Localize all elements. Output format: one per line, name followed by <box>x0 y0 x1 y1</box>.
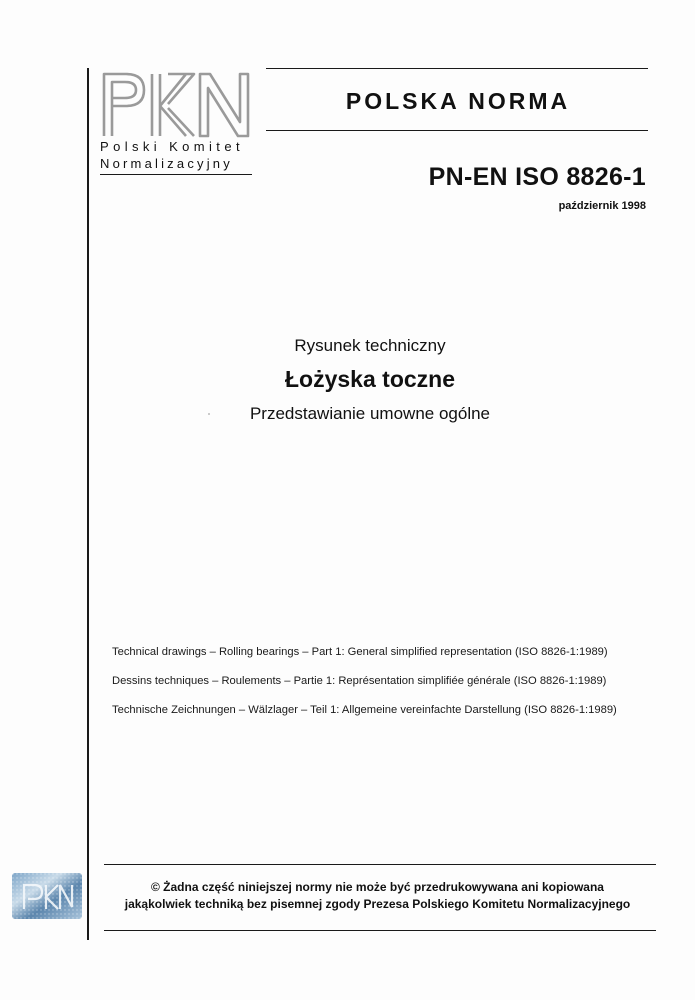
german-title: Technische Zeichnungen – Wälzlager – Teil 1: Allgemeine vereinfachte Darstellung (ISO 8826-1:1989) <box>112 704 617 716</box>
french-title: Dessins techniques – Roulements – Partie 1: Représentation simplifiée générale (ISO 8826-1:1989) <box>112 675 607 687</box>
footer-bottom-rule <box>104 930 656 931</box>
footer-top-rule <box>104 864 656 865</box>
document-subtitle: Przedstawianie umowne ogólne <box>249 404 491 423</box>
header-top-rule <box>266 68 648 69</box>
english-title: Technical drawings – Rolling bearings – Part 1: General simplified representation (ISO 8826-1:1989) <box>112 646 608 658</box>
copyright-line1: © Żadna część niniejszej normy nie może być przedrukowywana ani kopiowana <box>151 880 604 894</box>
scan-speck <box>208 413 210 415</box>
pkn-logo-icon <box>100 70 252 138</box>
document-title: Łożyska toczne <box>285 366 455 392</box>
pkn-hologram-icon <box>12 873 82 919</box>
document-subject: Rysunek techniczny <box>294 336 446 355</box>
norm-type-title: POLSKA NORMA <box>345 88 571 114</box>
vertical-rule <box>87 68 89 940</box>
copyright-line2: jakąkolwiek techniką bez pisemnej zgody Prezesa Polskiego Komitetu Normalizacyjnego <box>124 897 631 911</box>
organization-underline <box>100 174 252 175</box>
standard-date: październik 1998 <box>558 200 646 212</box>
standard-number: PN-EN ISO 8826-1 <box>428 163 646 191</box>
header-bottom-rule <box>266 130 648 131</box>
organization-name-line1: Polski Komitet <box>100 139 244 154</box>
copyright-notice <box>100 879 655 913</box>
organization-name-line2: Normalizacyjny <box>100 156 233 171</box>
